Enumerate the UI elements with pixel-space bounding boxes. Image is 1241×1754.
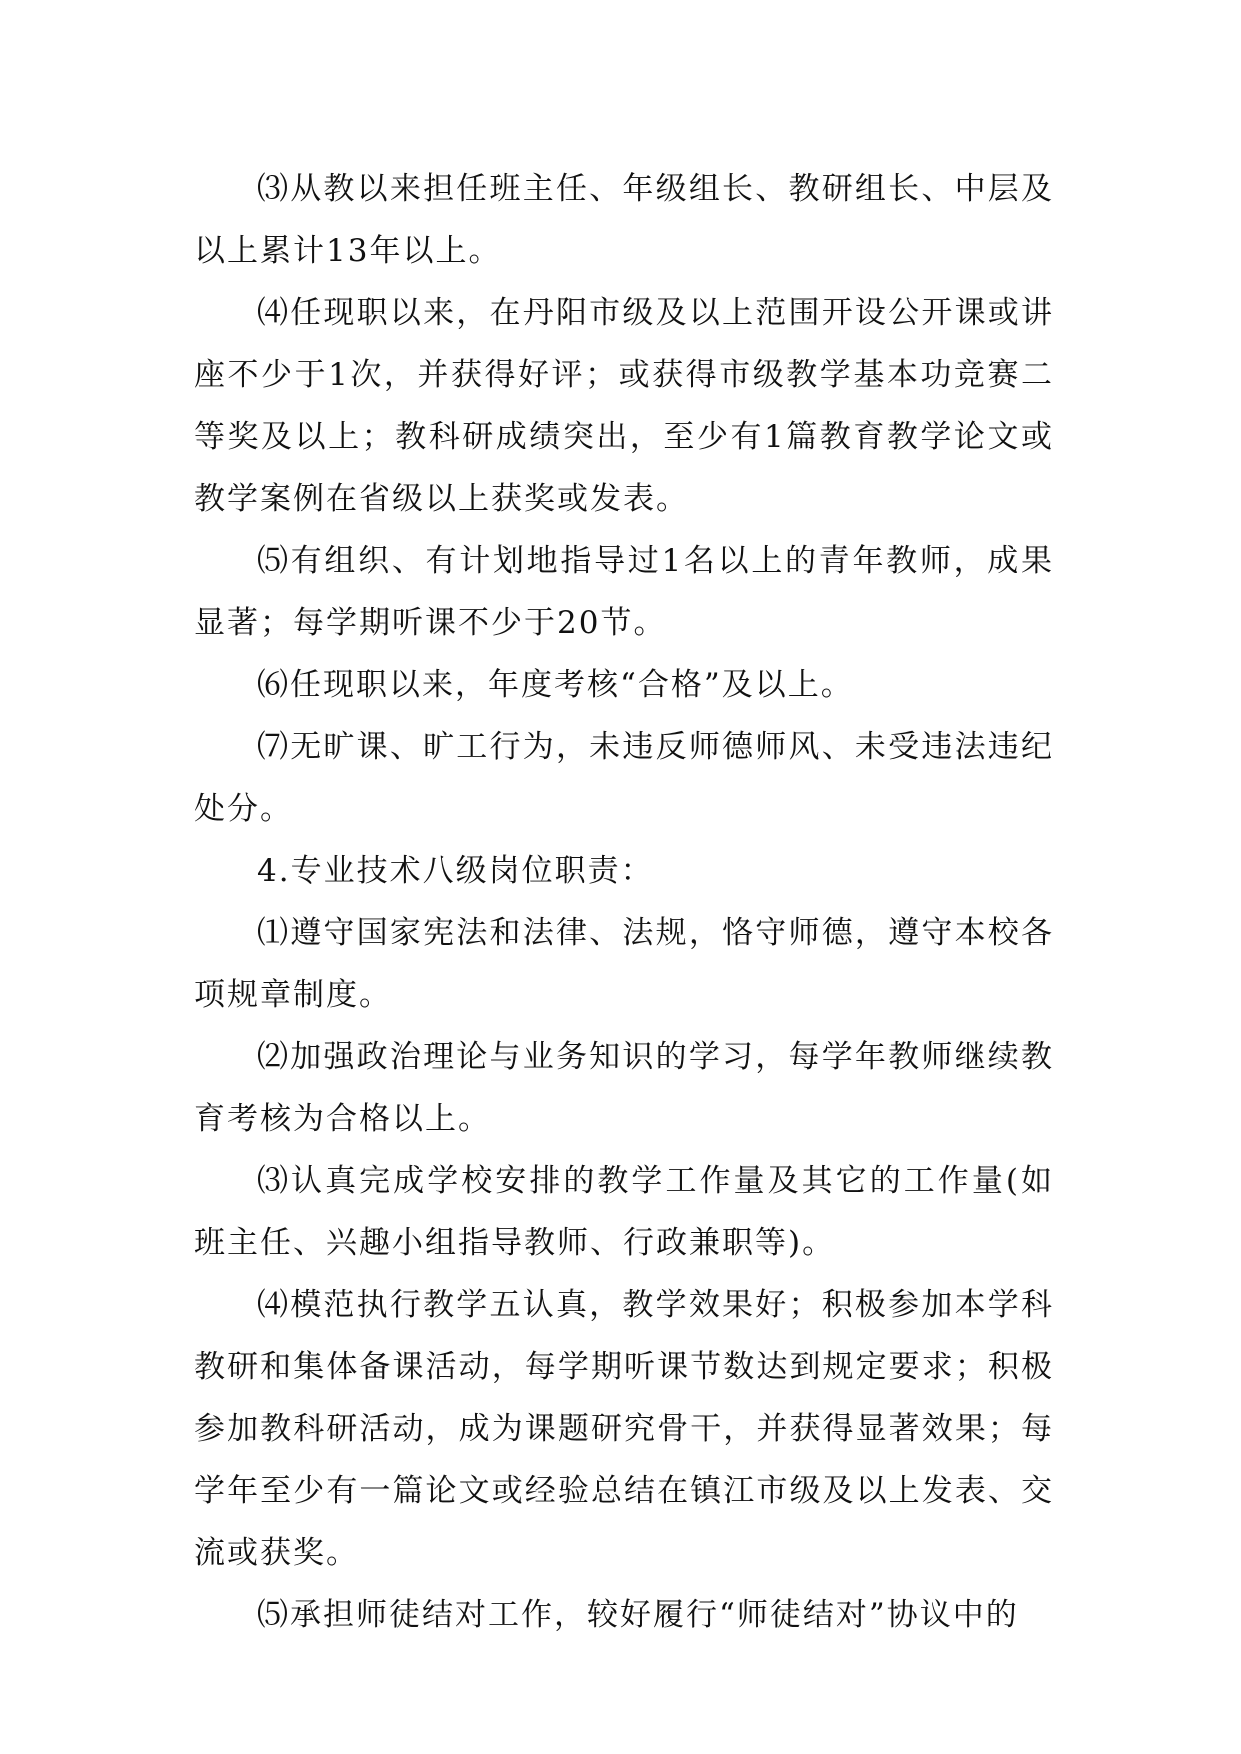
paragraph-duty-5: ⑸承担师徒结对工作，较好履行“师徒结对”协议中的	[257, 1597, 1019, 1633]
paragraph-duty-2: ⑵加强政治理论与业务知识的学习，每学年教师继续教育考核为合格以上。	[194, 1039, 1054, 1137]
paragraph-requirement-5: ⑸有组织、有计划地指导过1名以上的青年教师，成果显著；每学期听课不少于20节。	[194, 543, 1054, 641]
paragraph-requirement-4: ⑷任现职以来，在丹阳市级及以上范围开设公开课或讲座不少于1次，并获得好评；或获得市级教学基本功竞赛二等奖及以上；教科研成绩突出，至少有1篇教育教学论文或教学案例在省级以上获奖或发表。	[194, 295, 1054, 517]
section-heading-level-8-duties: 4.专业技术八级岗位职责：	[257, 853, 654, 889]
paragraph-duty-1: ⑴遵守国家宪法和法律、法规，恪守师德，遵守本校各项规章制度。	[194, 915, 1054, 1013]
paragraph-requirement-6: ⑹任现职以来，年度考核“合格”及以上。	[257, 667, 854, 703]
document-body	[194, 158, 1054, 1646]
paragraph-duty-4: ⑷模范执行教学五认真，教学效果好；积极参加本学科教研和集体备课活动，每学期听课节数达到规定要求；积极参加教科研活动，成为课题研究骨干，并获得显著效果；每学年至少有一篇论文或经验总结在镇江市级及以上发表、交流或获奖。	[194, 1287, 1054, 1571]
paragraph-requirement-3: ⑶从教以来担任班主任、年级组长、教研组长、中层及以上累计13年以上。	[194, 171, 1054, 269]
paragraph-requirement-7: ⑺无旷课、旷工行为，未违反师德师风、未受违法违纪处分。	[194, 729, 1054, 827]
paragraph-duty-3: ⑶认真完成学校安排的教学工作量及其它的工作量(如班主任、兴趣小组指导教师、行政兼职等)。	[194, 1163, 1054, 1261]
